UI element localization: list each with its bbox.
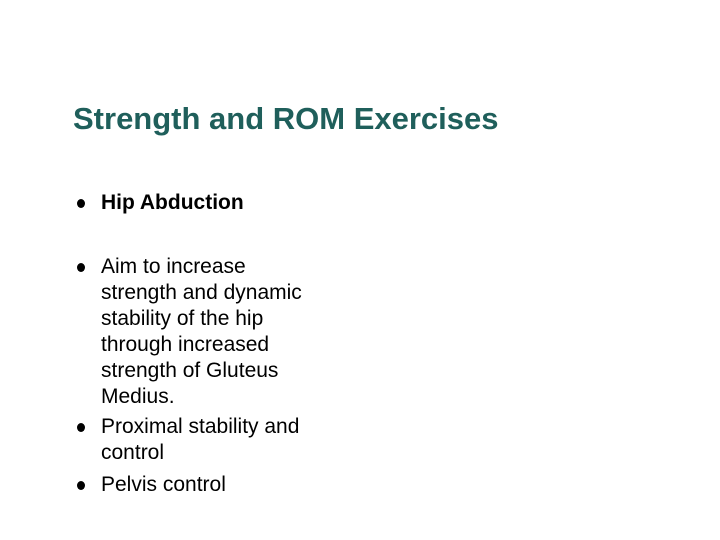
bullet-dot-icon xyxy=(77,263,85,272)
bullet-dot-icon xyxy=(77,199,85,208)
bullet-text: Proximal stability and control xyxy=(101,415,300,464)
bullet-dot-icon xyxy=(77,481,85,490)
bullet-text: Aim to increase strength and dynamic stability of the hip through increased strength of Gluteus Medius. xyxy=(101,255,302,408)
slide-title: Strength and ROM Exercises xyxy=(73,101,499,136)
bullet-text: Pelvis control xyxy=(101,473,226,496)
bullet-dot-icon xyxy=(77,423,85,432)
bullet-text: Hip Abduction xyxy=(101,191,244,214)
